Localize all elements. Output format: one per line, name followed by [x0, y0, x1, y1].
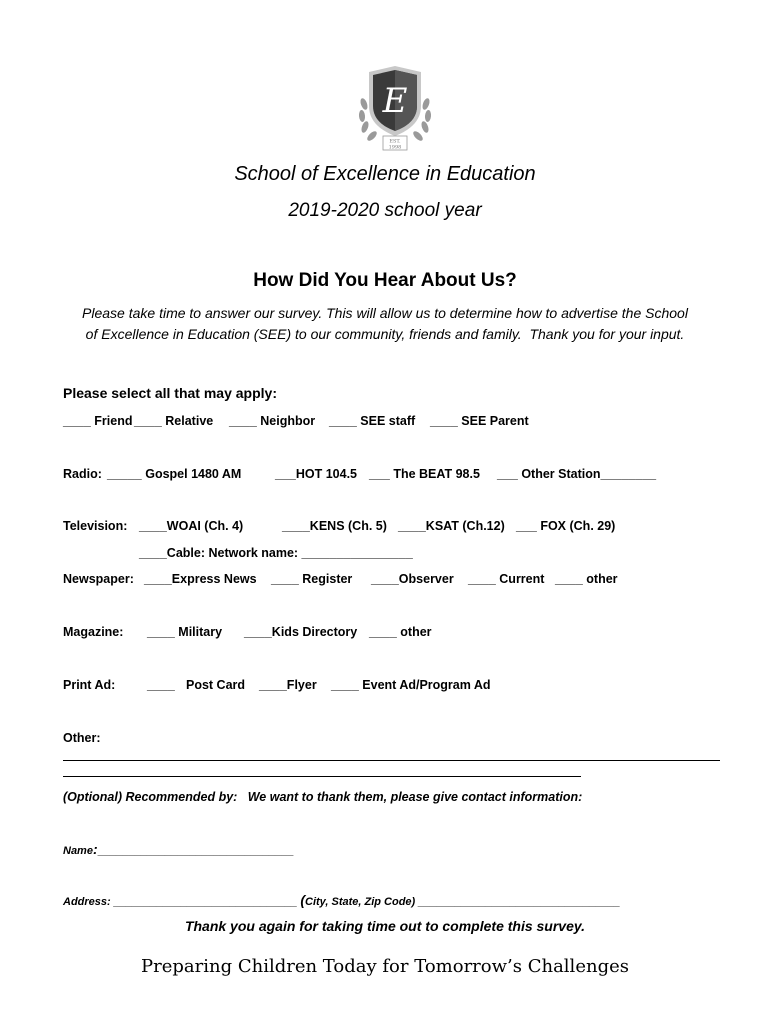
option-hot-104[interactable]: ___HOT 104.5 [275, 467, 357, 481]
other-line-2[interactable] [63, 776, 581, 777]
television-label: Television: [63, 519, 128, 533]
name-field[interactable] [63, 841, 293, 857]
option-kids-directory[interactable]: ____Kids Directory [244, 625, 358, 639]
school-slogan: Preparing Children Today for Tomorrow’s Challenges [141, 956, 629, 977]
school-name: School of Excellence in Education [234, 163, 536, 185]
post-card-blank[interactable]: ____ [147, 678, 175, 692]
option-cable-network[interactable]: ____Cable: Network name: ________________ [139, 546, 413, 560]
name-line: ________________________________ [97, 845, 294, 857]
instructions: Please select all that may apply: [63, 385, 277, 401]
option-military[interactable]: ____ Military [147, 625, 223, 639]
crest-year: 1998 [388, 144, 402, 151]
address-field[interactable] [63, 892, 620, 908]
city-prefix: ( [300, 892, 305, 908]
option-post-card[interactable]: Post Card [186, 678, 246, 692]
crest-est: EST. [389, 138, 401, 145]
school-crest-logo [355, 64, 435, 152]
option-relative[interactable]: ____ Relative [134, 414, 214, 428]
name-colon: : [92, 841, 98, 857]
option-kens[interactable]: ____KENS (Ch. 5) [282, 519, 387, 533]
option-event-ad[interactable]: ____ Event Ad/Program Ad [331, 678, 491, 692]
option-other-station[interactable]: ___ Other Station________ [497, 467, 657, 481]
option-gospel-1480[interactable]: _____ Gospel 1480 AM [107, 467, 242, 481]
intro-line-1: Please take time to answer our survey. This will allow us to determine how to advertise the School [82, 305, 688, 321]
print-ad-label: Print Ad: [63, 678, 116, 692]
survey-title: How Did You Hear About Us? [253, 270, 517, 291]
school-year: 2019-2020 school year [288, 200, 482, 221]
option-newspaper-other[interactable]: ____ other [555, 572, 618, 586]
option-ksat[interactable]: ____KSAT (Ch.12) [398, 519, 505, 533]
option-see-staff[interactable]: ____ SEE staff [329, 414, 416, 428]
option-magazine-other[interactable]: ____ other [369, 625, 432, 639]
other-label: Other: [63, 731, 101, 745]
option-beat-98[interactable]: ___ The BEAT 98.5 [369, 467, 480, 481]
thank-you-message: Thank you again for taking time out to complete this survey. [184, 918, 586, 934]
other-line-1[interactable] [63, 760, 720, 761]
option-friend[interactable]: ____ Friend [63, 414, 133, 428]
intro-line-2: of Excellence in Education (SEE) to our community, friends and family. Thank you for your input. [85, 326, 685, 342]
option-fox[interactable]: ___ FOX (Ch. 29) [516, 519, 616, 533]
address-label: Address: ______________________________ [63, 896, 298, 908]
crest-letter: E [382, 81, 408, 121]
option-see-parent[interactable]: ____ SEE Parent [430, 414, 529, 428]
option-neighbor[interactable]: ____ Neighbor [229, 414, 316, 428]
recommend-heading: (Optional) Recommended by: We want to thank them, please give contact information: [63, 790, 583, 804]
option-express-news[interactable]: ____Express News [144, 572, 257, 586]
option-flyer[interactable]: ____Flyer [259, 678, 317, 692]
option-current[interactable]: ____ Current [468, 572, 545, 586]
option-woai[interactable]: ____WOAI (Ch. 4) [139, 519, 244, 533]
city-state-zip-label: City, State, Zip Code) _________________________________ [305, 896, 621, 908]
newspaper-label: Newspaper: [63, 572, 134, 586]
option-register[interactable]: ____ Register [271, 572, 353, 586]
radio-label: Radio: [63, 467, 102, 481]
option-observer[interactable]: ____Observer [371, 572, 454, 586]
name-label: Name [63, 845, 93, 857]
magazine-label: Magazine: [63, 625, 124, 639]
